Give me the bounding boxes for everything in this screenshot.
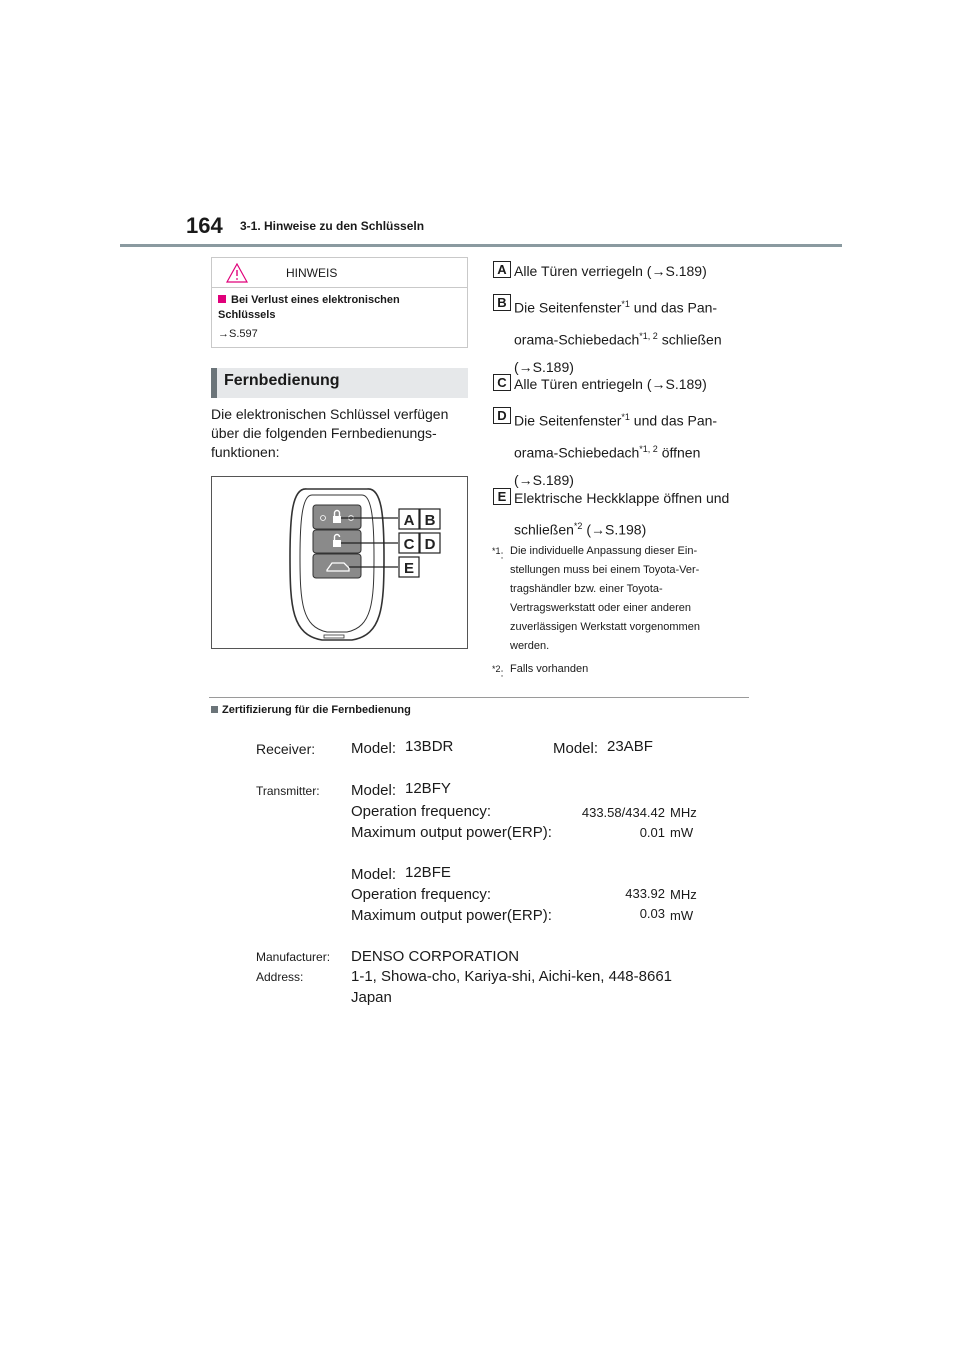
intro-line: Die elektronischen Schlüssel verfügen xyxy=(211,406,449,422)
function-line: Die Seitenfenster$^{*1}$ und das Pan- xyxy=(514,299,718,316)
intro-line: funktionen: xyxy=(211,444,280,460)
notice-box xyxy=(211,257,468,348)
function-item-E xyxy=(514,484,754,544)
function-item-B xyxy=(514,290,754,381)
model-label: Model: xyxy=(553,740,599,757)
svg-text:A: A xyxy=(403,512,415,529)
frequency-value-1: 433.58/434.42 xyxy=(581,805,665,820)
manufacturer-label: Manufacturer: xyxy=(256,950,331,964)
receiver-model-2: 23ABF xyxy=(607,738,653,755)
footnote-line: zuverlässigen Werkstatt vorgenommen xyxy=(510,621,700,633)
intro-paragraph xyxy=(211,405,471,462)
footnote-mark: $^{*1}$: xyxy=(492,546,504,562)
notice-page-reference[interactable]: →S.597 xyxy=(218,328,258,340)
frequency-label: Operation frequency: xyxy=(351,886,492,903)
figure-label-D xyxy=(420,533,440,553)
manufacturer-name: DENSO CORPORATION xyxy=(351,948,520,965)
function-badge-B: B xyxy=(493,294,511,311)
footnote-line: werden. xyxy=(510,640,550,652)
page-reference[interactable]: →S.189 xyxy=(651,263,703,279)
notice-header xyxy=(212,258,467,288)
frequency-unit: MHz xyxy=(670,805,697,820)
function-badge-A: A xyxy=(493,261,511,278)
svg-text:C: C xyxy=(403,536,415,553)
certification-divider xyxy=(209,697,749,698)
function-badge-D: D xyxy=(493,407,511,424)
model-label: Model: xyxy=(351,782,397,799)
transmitter-model-2: 12BFE xyxy=(405,864,451,881)
svg-text:D: D xyxy=(424,536,436,553)
chapter-title: 3-1. Hinweise zu den Schlüsseln xyxy=(240,219,425,233)
receiver-model-1: 13BDR xyxy=(405,738,454,755)
header-divider xyxy=(120,244,842,247)
address-line-2: Japan xyxy=(351,989,392,1006)
figure-label-E xyxy=(399,557,419,577)
frequency-value-2: 433.92 xyxy=(625,886,665,901)
warning-triangle-icon xyxy=(226,263,248,283)
notice-item-text: Bei Verlust eines elektronischen Schlüssels xyxy=(218,294,400,321)
function-badge-C: C xyxy=(493,374,511,391)
function-line: Alle Türen verriegeln (→S.189) xyxy=(514,263,707,279)
footnote-line: tragshändler bzw. einer Toyota- xyxy=(510,583,663,595)
function-line: Elektrische Heckklappe öffnen und xyxy=(514,490,730,506)
notice-item xyxy=(218,293,458,323)
bullet-square-icon xyxy=(218,295,226,303)
transmitter-model-1: 12BFY xyxy=(405,780,451,797)
function-item-A xyxy=(514,257,754,285)
function-line: Alle Türen entriegeln (→S.189) xyxy=(514,376,707,392)
footnote-2 xyxy=(510,660,740,679)
power-label: Maximum output power(ERP): xyxy=(351,907,552,924)
receiver-label: Receiver: xyxy=(256,741,316,757)
power-unit: mW xyxy=(670,908,694,923)
svg-text:B: B xyxy=(424,512,436,529)
footnote-1 xyxy=(510,542,740,656)
page-reference[interactable]: →S.189 xyxy=(518,359,570,376)
svg-text:E: E xyxy=(403,560,415,577)
function-line: schließen$^{*2}$ (→S.198) xyxy=(514,521,647,538)
footnote-line: Falls vorhanden xyxy=(510,663,589,675)
certification-title: Zertifizierung für die Fernbedienung xyxy=(211,704,411,716)
intro-line: über die folgenden Fernbedienungs- xyxy=(211,425,437,441)
footnote-line: stellungen muss bei einem Toyota-Ver- xyxy=(510,564,700,576)
page-reference[interactable]: →S.189 xyxy=(518,472,570,489)
address-line-1: 1-1, Showa-cho, Kariya-shi, Aichi-ken, 448-8661 xyxy=(351,968,673,985)
power-label: Maximum output power(ERP): xyxy=(351,824,552,841)
model-label: Model: xyxy=(351,740,397,757)
section-heading-bar xyxy=(211,368,217,398)
function-item-C xyxy=(514,370,754,398)
function-badge-E: E xyxy=(493,488,511,505)
power-unit: mW xyxy=(670,825,694,840)
frequency-label: Operation frequency: xyxy=(351,803,492,820)
frequency-unit: MHz xyxy=(670,887,697,902)
function-line: Die Seitenfenster$^{*1}$ und das Pan- xyxy=(514,412,718,429)
transmitter-label: Transmitter: xyxy=(256,784,320,798)
footnote-line: Die individuelle Anpassung dieser Ein- xyxy=(510,545,698,557)
power-value-1: 0.01 xyxy=(639,825,665,840)
function-line: (→S.189) xyxy=(514,359,574,376)
key-fob-figure xyxy=(211,476,468,649)
page-reference[interactable]: →S.189 xyxy=(651,376,703,392)
address-label: Address: xyxy=(256,970,304,984)
footnote-mark: $^{*2}$: xyxy=(492,664,504,680)
footnote-line: Vertragswerkstatt oder einer anderen xyxy=(510,602,691,614)
function-line: orama-Schiebedach$^{*1, 2}$ öffnen xyxy=(514,443,701,461)
page-number: 164 xyxy=(186,213,223,238)
figure-label-C xyxy=(399,533,419,553)
page-reference[interactable]: →S.198 xyxy=(591,521,642,538)
power-value-2: 0.03 xyxy=(639,906,665,921)
section-title: Fernbedienung xyxy=(224,372,340,389)
function-line: (→S.189) xyxy=(514,472,574,489)
notice-title: HINWEIS xyxy=(286,266,338,280)
figure-label-B xyxy=(420,509,440,529)
model-label: Model: xyxy=(351,866,397,883)
key-fob-illustration xyxy=(212,477,467,648)
figure-label-A xyxy=(399,509,419,529)
function-line: orama-Schiebedach$^{*1, 2}$ schließen xyxy=(514,330,722,348)
bullet-square-icon xyxy=(211,706,218,713)
function-item-D xyxy=(514,403,754,494)
